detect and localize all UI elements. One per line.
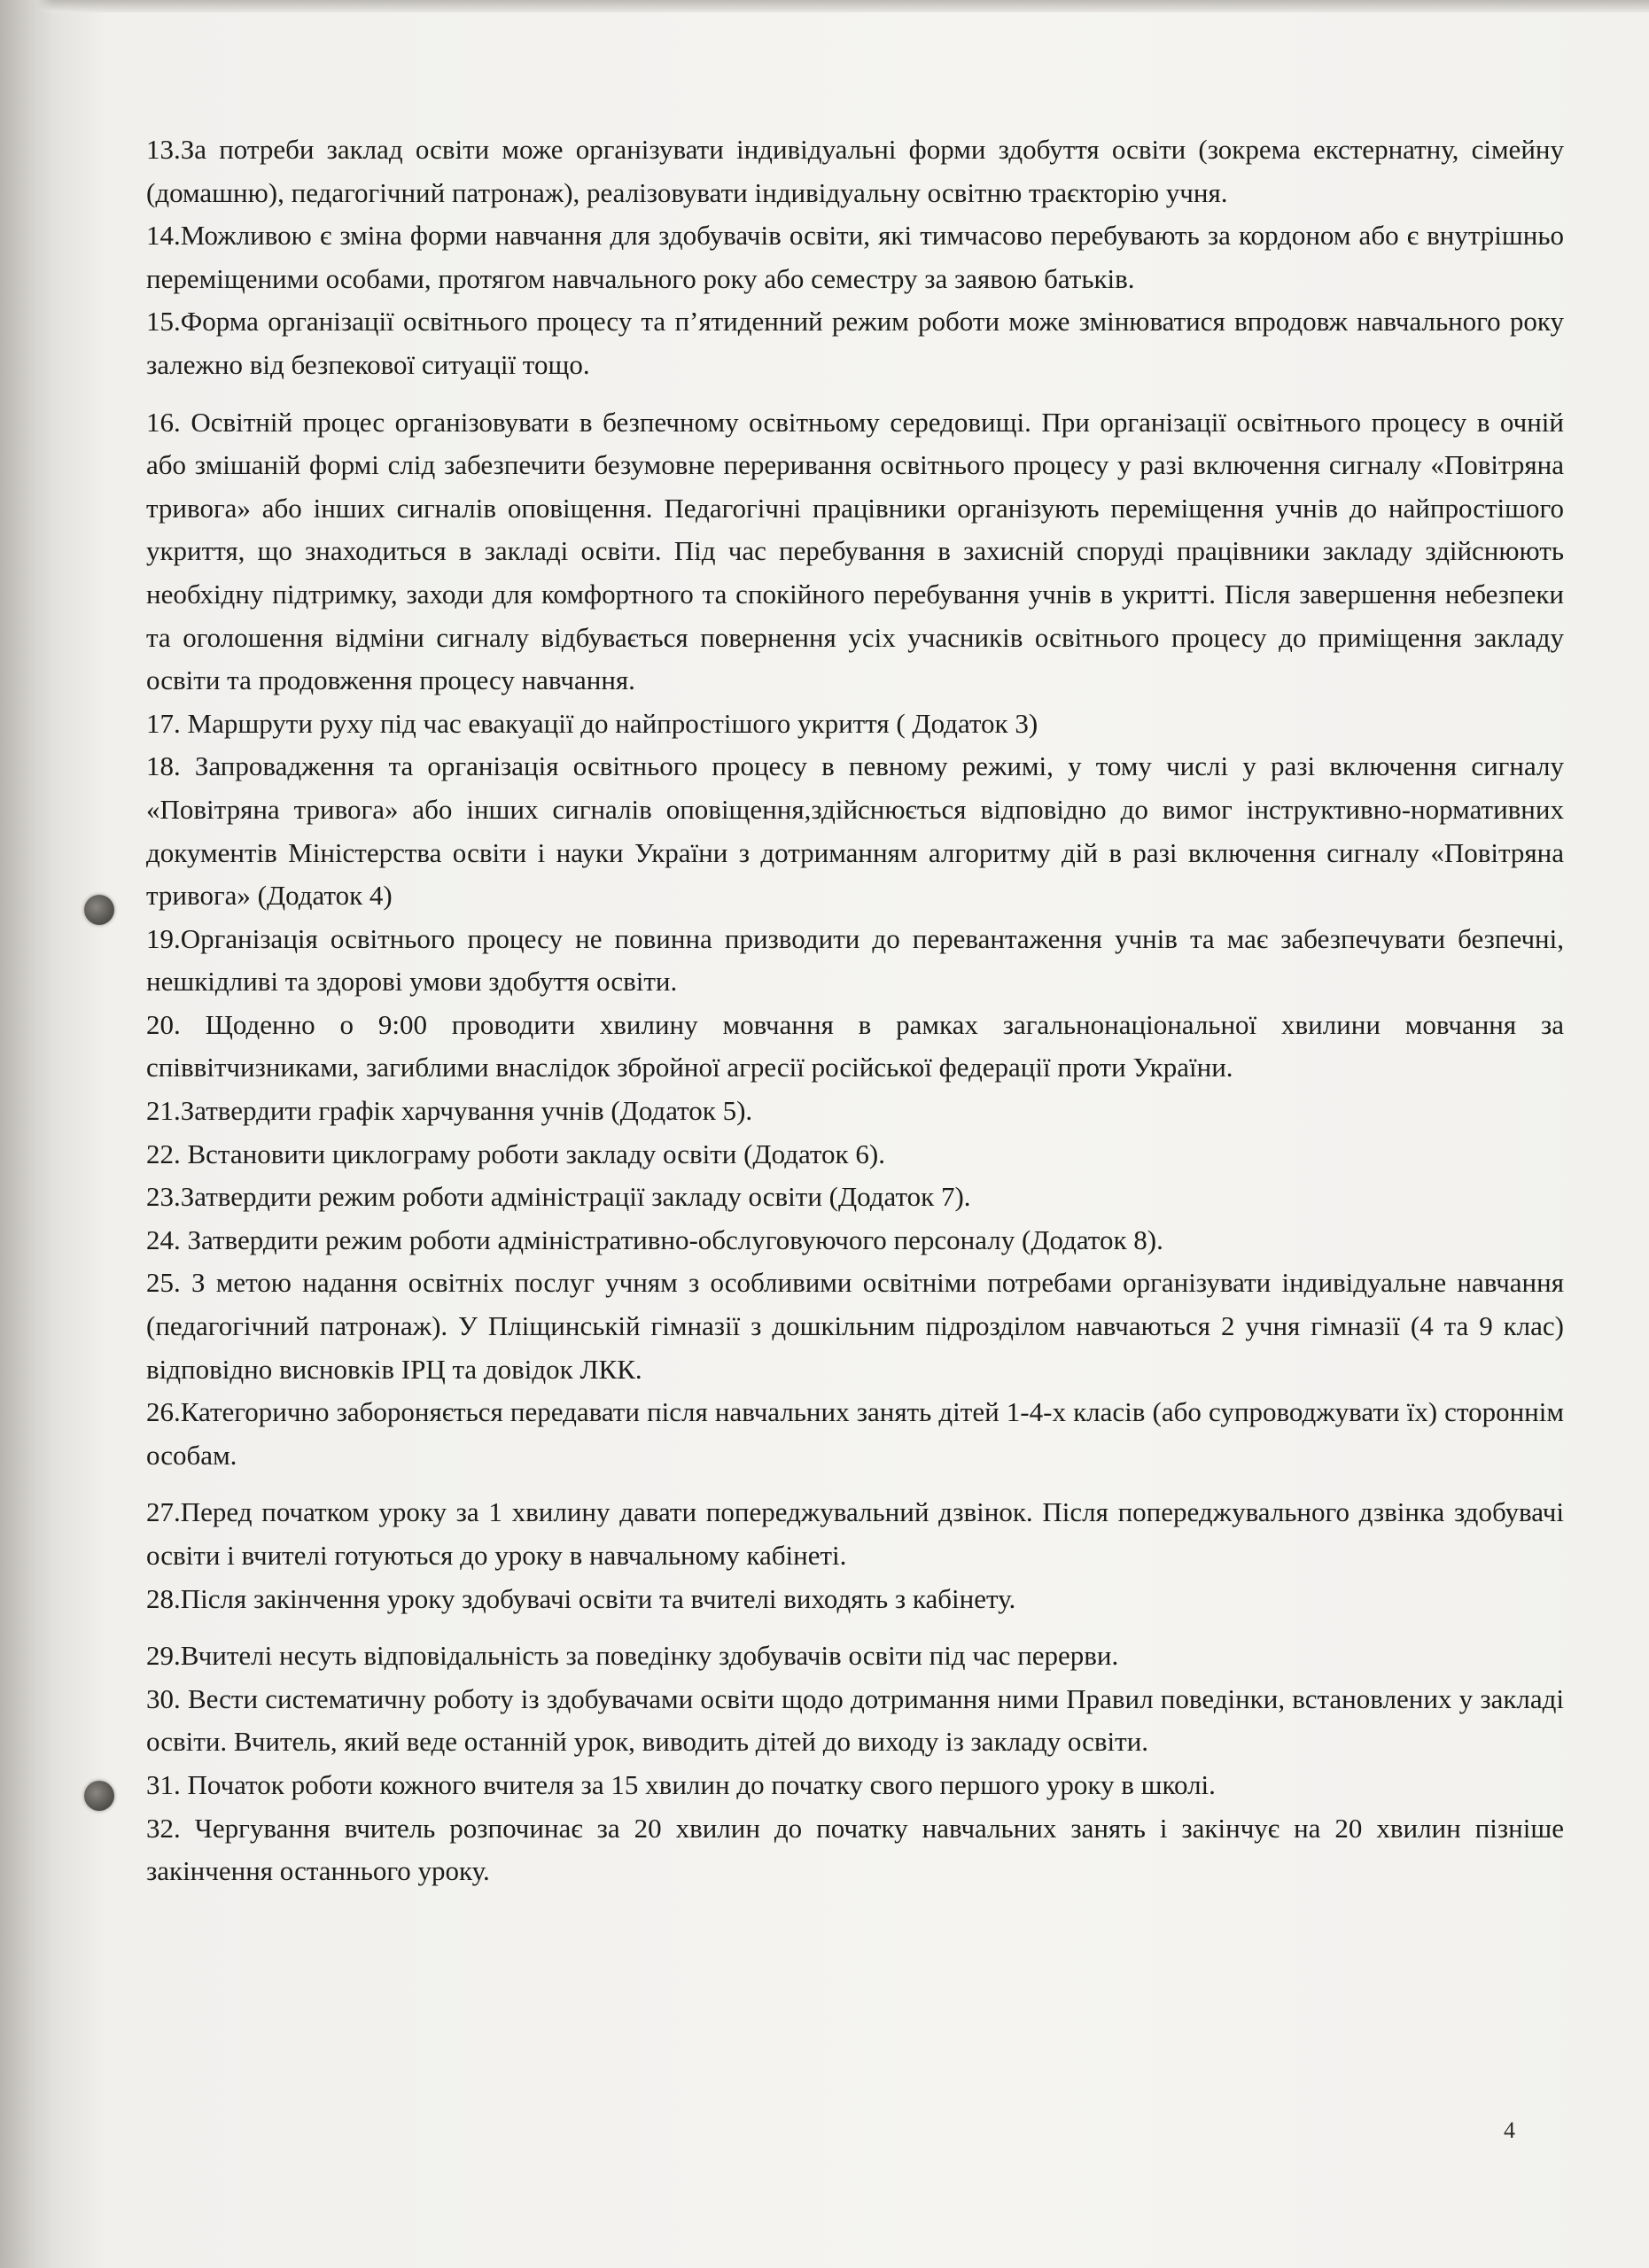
paragraph-14: 14.Можливою є зміна форми навчання для здобувачів освіти, які тимчасово перебувають за кордоном або є внутрішньо переміщеними особами, протягом навчального року або семестру за заявою батьків.	[146, 220, 1564, 294]
paragraph-16: 16. Освітній процес організовувати в безпечному освітньому середовищі. При організації освітнього процесу в очній або змішаній формі слід забезпечити безумовне переривання освітнього процесу у разі включення сигналу «Повітряна тривога» або інших сигналів оповіщення. Педагогічні працівники організують переміщення учнів до найпростішого укриття, що знаходиться в закладі освіти. Під час перебування в захисній споруді працівники закладу здійснюють необхідну підтримку, заходи для комфортного та спокійного перебування учнів в укритті. Після завершення небезпеки та оголошення відміни сигналу відбувається повернення усіх учасників освітнього процесу до приміщення закладу освіти та продовження процесу навчання.	[146, 406, 1564, 696]
paragraph-22: 22. Встановити циклограму роботи закладу освіти (Додаток 6).	[146, 1138, 885, 1169]
paragraph-26: 26.Категорично забороняється передавати після навчальних занять дітей 1-4-х класів (або супроводжувати їх) стороннім особам.	[146, 1396, 1564, 1471]
paragraph-24: 24. Затвердити режим роботи адміністративно-обслуговуючого персоналу (Додаток 8).	[146, 1223, 1163, 1255]
paragraph-31: 31. Початок роботи кожного вчителя за 15 хвилин до початку свого першого уроку в школі.	[146, 1768, 1216, 1800]
paragraph-13: 13.За потреби заклад освіти може організувати індивідуальні форми здобуття освіти (зокрема екстернатну, сімейну (домашню), педагогічний патронаж), реалізовувати індивідуальну освітню траєкторію учня.	[146, 134, 1564, 208]
paragraph-29: 29.Вчителі несуть відповідальність за поведінку здобувачів освіти під час перерви.	[146, 1640, 1119, 1672]
page-top-edge	[0, 0, 1649, 12]
paragraph-15: 15.Форма організації освітнього процесу та п’ятиденний режим роботи може змінюватися впродовж навчального року залежно від безпекової ситуації тощо.	[146, 306, 1564, 380]
page-number: 4	[1504, 2117, 1515, 2143]
paragraph-30: 30. Вести систематичну роботу із здобувачами освіти щодо дотримання ними Правил поведінки, встановлених у закладі освіти. Вчитель, який веде останній урок, виводить дітей до виходу із закладу освіти.	[146, 1682, 1564, 1758]
binder-hole-lower	[84, 1781, 114, 1811]
paragraph-32: 32. Чергування вчитель розпочинає за 20 хвилин до початку навчальних занять і закінчує на 20 хвилин пізніше закінчення останнього уроку.	[146, 1812, 1564, 1887]
paragraph-21: 21.Затвердити графік харчування учнів (Додаток 5).	[146, 1095, 753, 1127]
document-body	[146, 128, 1564, 1893]
paragraph-17: 17. Маршрути руху під час евакуації до найпростішого укриття ( Додаток 3)	[146, 707, 1038, 739]
paragraph-19: 19.Організація освітнього процесу не повинна призводити до перевантаження учнів та має забезпечувати безпечні, нешкідливі та здорові умови здобуття освіти.	[146, 922, 1564, 998]
binder-hole-upper	[84, 895, 114, 925]
paragraph-28: 28.Після закінчення уроку здобувачі освіти та вчителі виходять з кабінету.	[146, 1582, 1016, 1614]
paragraph-23: 23.Затвердити режим роботи адміністрації закладу освіти (Додаток 7).	[146, 1181, 971, 1213]
paragraph-25: 25. З метою надання освітніх послуг учням з особливими освітніми потребами організувати індивідуальне навчання (педагогічний патронаж). У Пліщинській гімназії з дошкільним підрозділом навчаються 2 учня гімназії (4 та 9 клас) відповідно висновків ІРЦ та довідок ЛКК.	[146, 1267, 1564, 1385]
page-left-edge	[0, 0, 53, 2268]
paragraph-20: 20. Щоденно о 9:00 проводити хвилину мовчання в рамках загальнонаціональної хвилини мовчання за співвітчизниками, загиблими внаслідок збройної агресії російської федерації проти України.	[146, 1008, 1564, 1084]
paragraph-18: 18. Запровадження та організація освітнього процесу в певному режимі, у тому числі у разі включення сигналу «Повітряна тривога» або інших сигналів оповіщення,здійснюється відповідно до вимог інструктивно-нормативних документів Міністерства освіти і науки України з дотриманням алгоритму дій в разі включення сигналу «Повітряна тривога» (Додаток 4)	[146, 750, 1564, 912]
paragraph-27: 27.Перед початком уроку за 1 хвилину давати попереджувальний дзвінок. Після попереджувального дзвінка здобувачі освіти і вчителі готуються до уроку в навчальному кабінеті.	[146, 1496, 1564, 1571]
